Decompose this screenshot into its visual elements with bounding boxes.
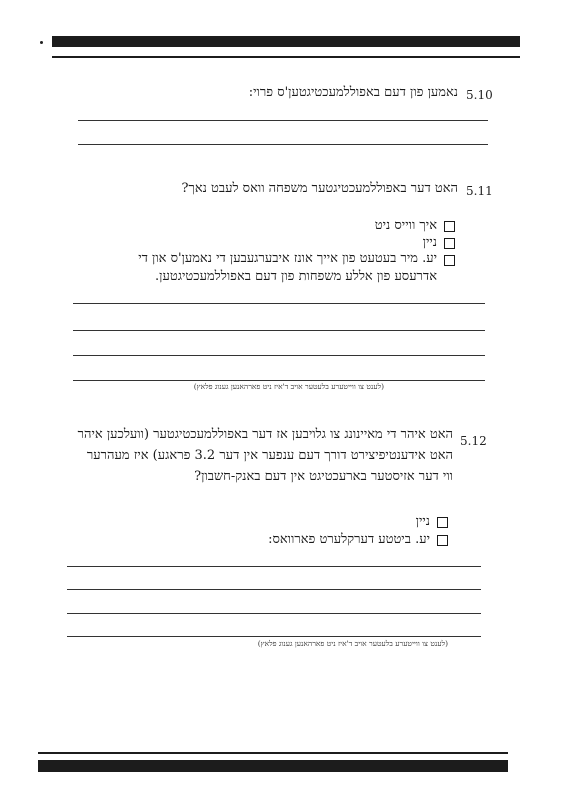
question-5-11-number: 5.11: [466, 184, 493, 198]
answer-line[interactable]: [73, 330, 485, 331]
option-yes-list-family[interactable]: [95, 250, 455, 286]
continuation-note: (לענט צו ווייטערע בלעטער אויב ד'איז ניט פארהאנען גענוג פלאץ): [257, 639, 448, 648]
answer-line[interactable]: [78, 120, 488, 121]
answer-line[interactable]: [73, 380, 485, 381]
option-yes-explain[interactable]: [268, 530, 448, 550]
checkbox[interactable]: [444, 255, 455, 266]
continuation-note: (לענט צו ווייטערע בלעטער אויב ד'איז ניט פארהאנען גענוג פלאץ): [193, 382, 384, 391]
question-5-11-text: האט דער באפוללמעכטיגטער משפחה וואס לעבט נאך?: [181, 181, 458, 196]
answer-line[interactable]: [73, 303, 485, 304]
answer-line[interactable]: [67, 589, 481, 590]
answer-line[interactable]: [67, 636, 481, 637]
checkbox[interactable]: [444, 221, 455, 232]
answer-line[interactable]: [73, 355, 485, 356]
footer-rule-thin: [38, 752, 508, 754]
checkbox[interactable]: [444, 238, 455, 249]
scan-speck: [40, 41, 43, 44]
header-rule-thin: [52, 56, 520, 58]
answer-line[interactable]: [67, 613, 481, 614]
footer-rule-thick: [38, 760, 508, 772]
option-no[interactable]: [416, 512, 448, 532]
checkbox[interactable]: [437, 535, 448, 546]
option-label: ניין: [422, 235, 437, 250]
header-rule-thick: [52, 36, 520, 47]
question-5-12-text: האט איהר די מאיינונג צו גלויבען אז דער באפוללמעכטיגטער (וועלכען איהר האט אידענטיפיצירט דורך דעם ענפער אין דער 3.2 פראגע) איז מעהרער ווי דער אזיסטער בארעכטיגט אין דעם באנק-חשבון?: [77, 427, 453, 484]
option-label: ניין: [415, 514, 430, 529]
answer-line[interactable]: [78, 144, 488, 145]
question-5-12-number: 5.12: [460, 434, 487, 448]
option-label: איך ווייס ניט: [374, 218, 437, 233]
checkbox[interactable]: [437, 517, 448, 528]
option-label: יע. מיר בעטעט פון אייך אונז איבערגעבען די נאמען'ס און די אדרעסע פון אללע משפחות פון דעם באפוללמעכטיגטען.: [138, 251, 437, 284]
question-5-10-number: 5.10: [466, 88, 493, 102]
question-5-10-text: נאמען פון דעם באפוללמעכטיגטען'ס פרוי:: [248, 85, 458, 100]
answer-line[interactable]: [67, 566, 481, 567]
option-label: יע. ביטטע דערקלערט פארוואס:: [268, 532, 430, 547]
